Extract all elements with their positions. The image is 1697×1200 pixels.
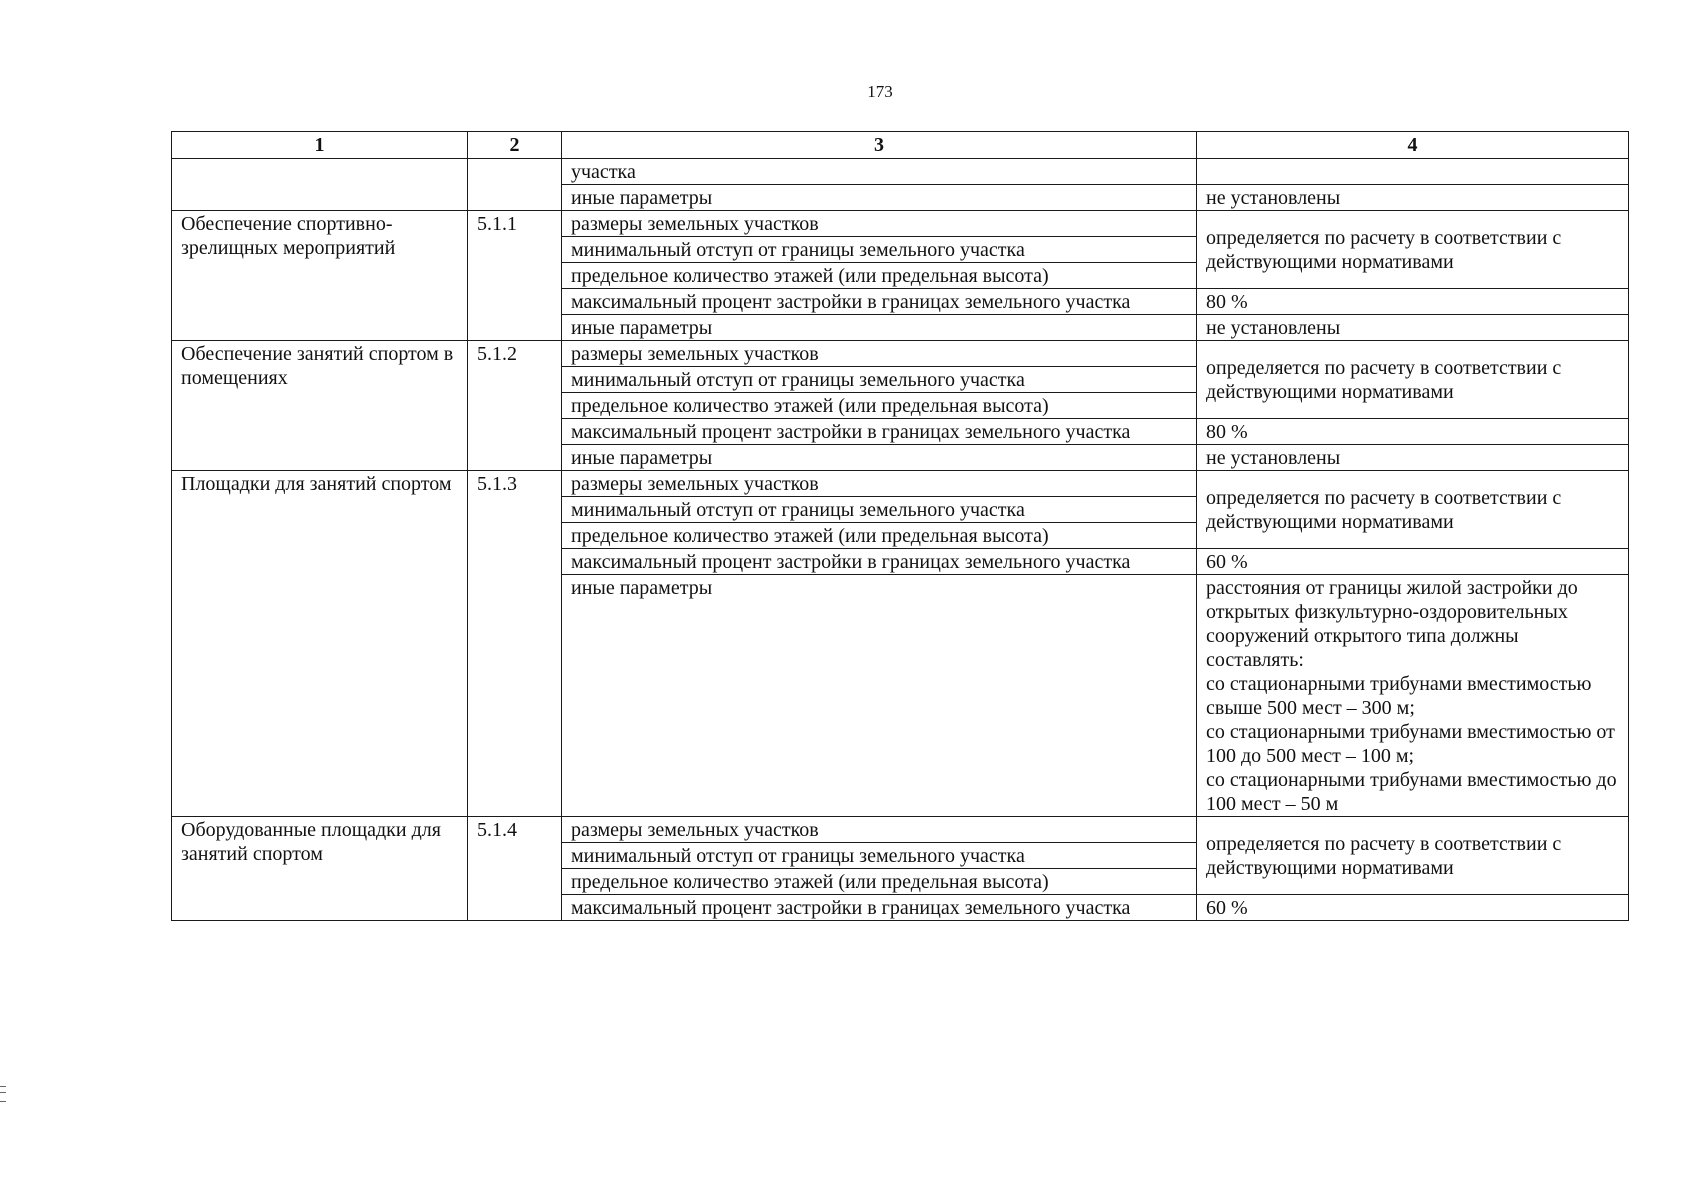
value-cell: расстояния от границы жилой застройки до открытых физкультурно-оздоровительных сооружений открытого типа должны составлять: со стационарными трибунами вместимостью свыше 500 мест – 300 м; со стационарными трибунами вместимостью от 100 до 500 мест – 100 м; со стационарными трибунами вместимостью до 100 мест – 50 м (1197, 575, 1629, 817)
use-name-cell: Обеспечение занятий спортом в помещениях (172, 341, 468, 471)
param-cell: иные параметры (562, 445, 1197, 471)
value-cell: определяется по расчету в соответствии с действующими нормативами (1197, 817, 1629, 895)
param-cell: размеры земельных участков (562, 471, 1197, 497)
param-cell: минимальный отступ от границы земельного участка (562, 367, 1197, 393)
table-row (172, 211, 1629, 237)
table-row (172, 159, 1629, 185)
param-cell: максимальный процент застройки в границах земельного участка (562, 419, 1197, 445)
param-cell: максимальный процент застройки в границах земельного участка (562, 549, 1197, 575)
use-code-cell: 5.1.2 (468, 341, 562, 471)
value-cell: 60 % (1197, 549, 1629, 575)
param-cell: размеры земельных участков (562, 817, 1197, 843)
use-code-cell: 5.1.1 (468, 211, 562, 341)
value-cell (1197, 159, 1629, 185)
use-code-cell (468, 159, 562, 211)
param-cell: максимальный процент застройки в границах земельного участка (562, 289, 1197, 315)
value-cell: 60 % (1197, 895, 1629, 921)
param-cell: предельное количество этажей (или предельная высота) (562, 263, 1197, 289)
page-number: 173 (867, 82, 893, 101)
param-cell: предельное количество этажей (или предельная высота) (562, 393, 1197, 419)
value-cell: не установлены (1197, 185, 1629, 211)
margin-scan-mark (0, 1086, 6, 1102)
param-cell: иные параметры (562, 315, 1197, 341)
param-cell: размеры земельных участков (562, 211, 1197, 237)
param-cell: минимальный отступ от границы земельного участка (562, 497, 1197, 523)
param-cell: предельное количество этажей (или предельная высота) (562, 523, 1197, 549)
regulations-table (171, 131, 1629, 921)
use-code-cell: 5.1.3 (468, 471, 562, 817)
value-cell: 80 % (1197, 419, 1629, 445)
value-cell: определяется по расчету в соответствии с действующими нормативами (1197, 341, 1629, 419)
header-col-3: 3 (562, 132, 1197, 159)
table-row (172, 817, 1629, 843)
header-col-1: 1 (172, 132, 468, 159)
use-name-cell: Обеспечение спортивно- зрелищных мероприятий (172, 211, 468, 341)
value-cell: определяется по расчету в соответствии с действующими нормативами (1197, 211, 1629, 289)
param-cell: участка (562, 159, 1197, 185)
use-name-cell: Площадки для занятий спортом (172, 471, 468, 817)
use-name-cell: Оборудованные площадки для занятий спортом (172, 817, 468, 921)
header-col-4: 4 (1197, 132, 1629, 159)
param-cell: иные параметры (562, 575, 1197, 817)
param-cell: минимальный отступ от границы земельного участка (562, 843, 1197, 869)
value-cell: не установлены (1197, 445, 1629, 471)
param-cell: предельное количество этажей (или предельная высота) (562, 869, 1197, 895)
value-cell: 80 % (1197, 289, 1629, 315)
header-row (172, 132, 1629, 159)
value-cell: определяется по расчету в соответствии с действующими нормативами (1197, 471, 1629, 549)
header-col-2: 2 (468, 132, 562, 159)
value-cell: не установлены (1197, 315, 1629, 341)
param-cell: иные параметры (562, 185, 1197, 211)
use-code-cell: 5.1.4 (468, 817, 562, 921)
table-row (172, 471, 1629, 497)
param-cell: размеры земельных участков (562, 341, 1197, 367)
table-row (172, 341, 1629, 367)
param-cell: максимальный процент застройки в границах земельного участка (562, 895, 1197, 921)
use-name-cell (172, 159, 468, 211)
param-cell: минимальный отступ от границы земельного участка (562, 237, 1197, 263)
